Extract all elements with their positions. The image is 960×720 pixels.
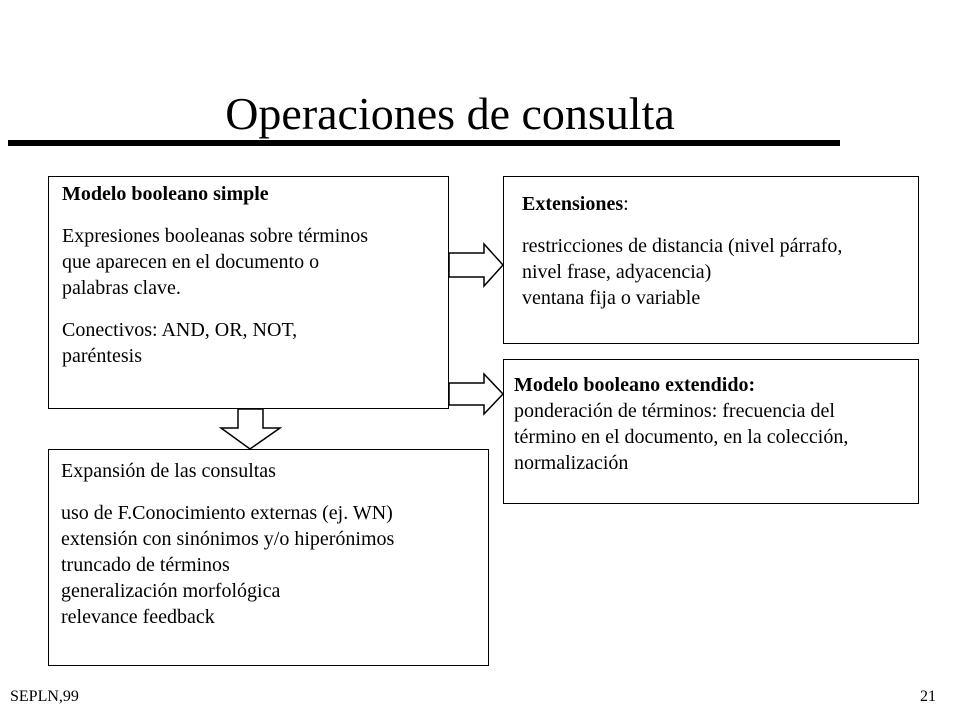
box-line: palabras clave. [62,277,181,299]
box-line: normalización [514,452,629,474]
box-heading: Modelo booleano extendido: [514,374,756,396]
box-line: uso de F.Conocimiento externas (ej. WN) [61,502,393,524]
arrow-down-icon [221,409,280,449]
slide-title: Operaciones de consulta [225,88,675,139]
box-heading: Expansión de las consultas [61,460,276,482]
box-expansion-consultas [48,449,489,666]
box-heading: Extensiones [522,193,624,215]
box-line: relevance feedback [61,606,215,628]
box-line: que aparecen en el documento o [62,251,320,273]
box-line: truncado de términos [61,554,230,576]
box-modelo-booleano-extendido [503,359,919,504]
box-heading-row [522,191,918,217]
box-line: término en el documento, en la colección, [514,426,849,448]
box-line: restricciones de distancia (nivel párrafo, [522,235,843,257]
footer-source: SEPLN,99 [10,688,79,705]
box-heading: Modelo booleano simple [62,183,269,205]
box-line: ponderación de términos: frecuencia del [514,400,835,422]
box-line: Conectivos: AND, OR, NOT, [62,319,298,341]
box-line: nivel frase, adyacencia) [522,261,712,283]
arrow-right-icon [449,374,503,414]
box-line: generalización morfológica [61,580,281,602]
box-line: extensión con sinónimos y/o hiperónimos [61,528,395,550]
arrow-right-icon [449,244,503,286]
box-line: Expresiones booleanas sobre términos [62,225,369,247]
box-extensiones [503,176,919,344]
page-number: 21 [920,688,936,705]
box-line: ventana fija o variable [522,287,701,309]
box-modelo-booleano-simple [48,176,449,409]
box-line: paréntesis [62,345,142,367]
box-heading-colon: : [623,193,629,215]
